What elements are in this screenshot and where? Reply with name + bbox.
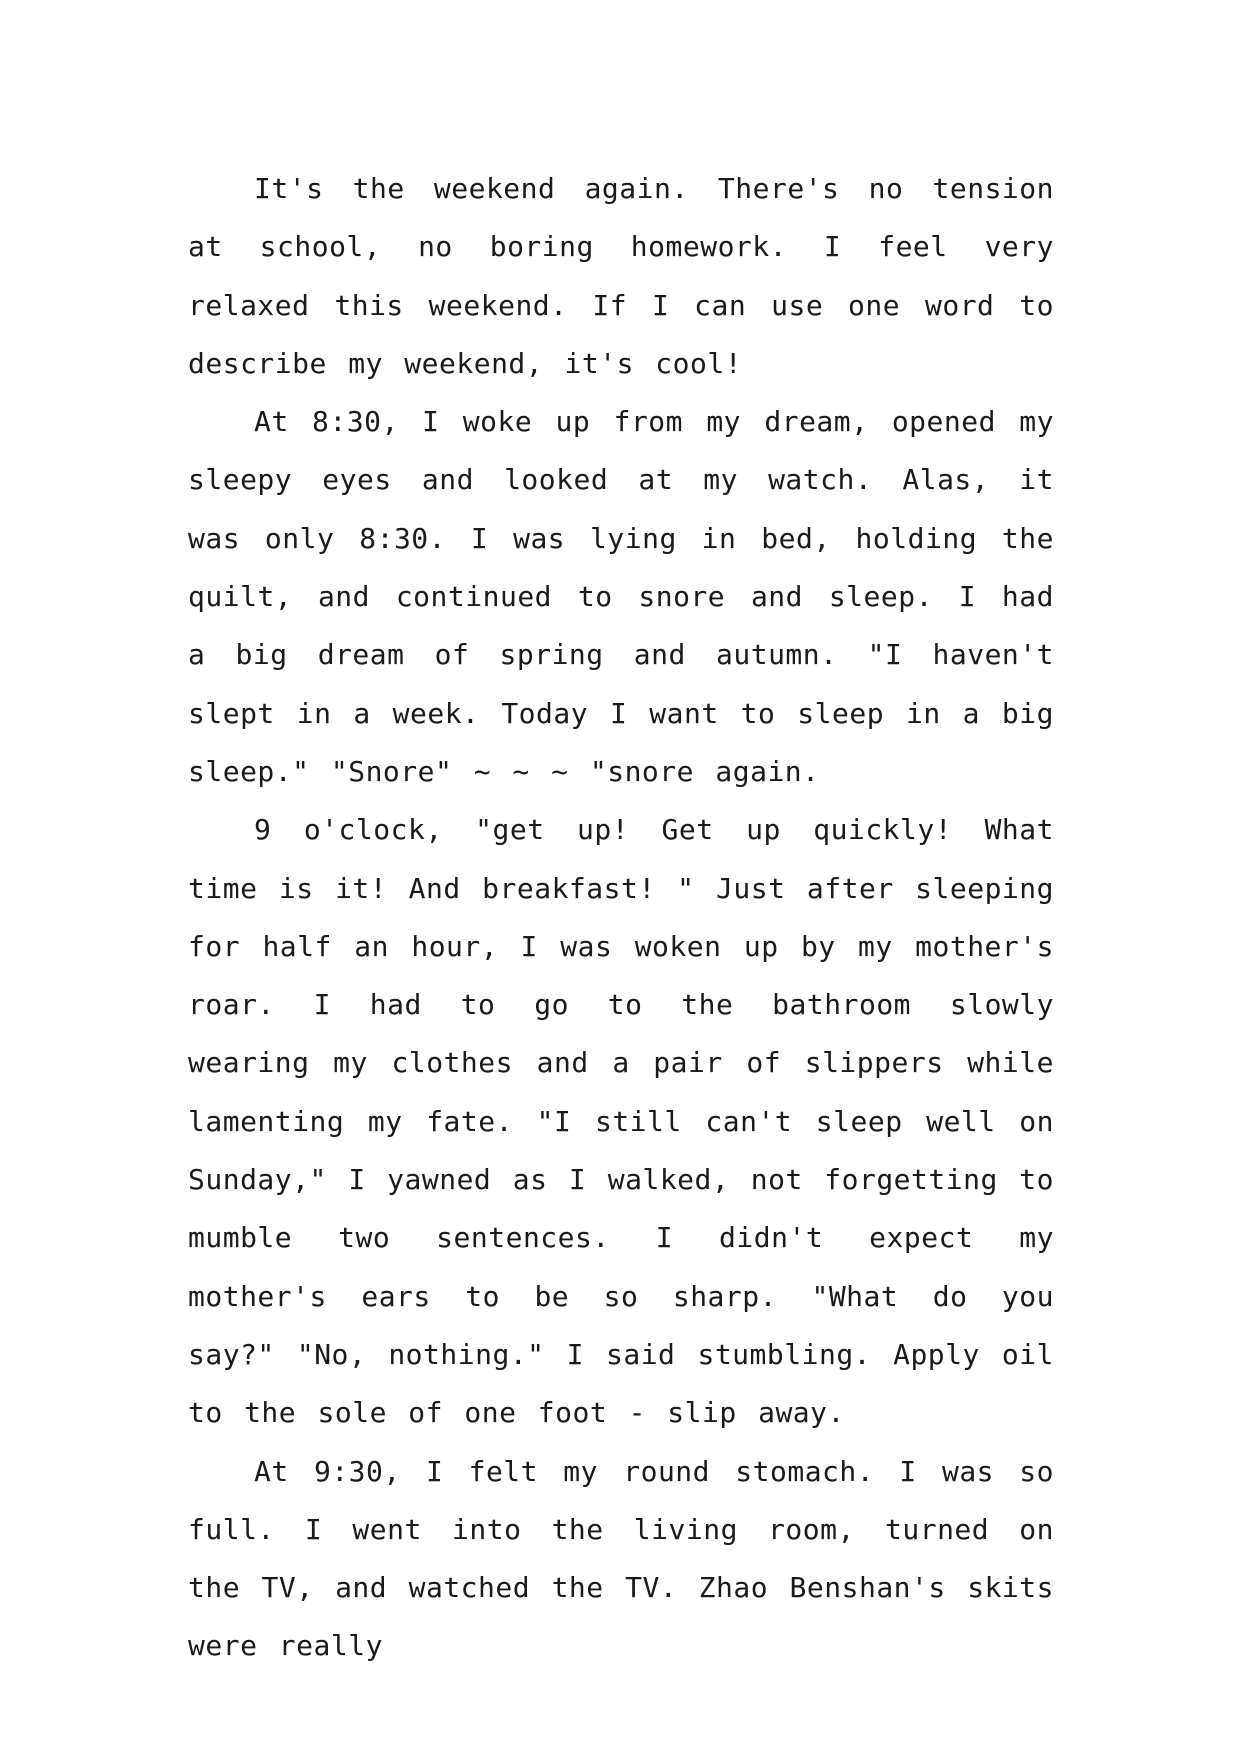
body-text: [188, 160, 1054, 1676]
paragraph-4: At 9:30, I felt my round stomach. I was so full. I went into the living room, turned on the TV, and watched the TV. Zhao Benshan's skits were really: [188, 1454, 1054, 1663]
paragraph-1: It's the weekend again. There's no tension at school, no boring homework. I feel very relaxed this weekend. If I can use one word to describe my weekend, it's cool!: [188, 172, 1054, 380]
paragraph-3: 9 o'clock, "get up! Get up quickly! What time is it! And breakfast! " Just after sleeping for half an hour, I was woken up by my mother's roar. I had to go to the bathroom slowly wearing my clothes and a pair of slippers while lamenting my fate. "I still can't sleep well on Sunday," I yawned as I walked, not forgetting to mumble two sentences. I didn't expect my mother's ears to be so sharp. "What do you say?" "No, nothing." I said stumbling. Apply oil to the sole of one foot - slip away.: [188, 813, 1054, 1430]
paragraph-2: At 8:30, I woke up from my dream, opened my sleepy eyes and looked at my watch. Alas, it was only 8:30. I was lying in bed, holding the quilt, and continued to snore and sleep. I had a big dream of spring and autumn. "I haven't slept in a week. Today I want to sleep in a big sleep." "Snore" ~ ~ ~ "snore again.: [188, 405, 1054, 788]
